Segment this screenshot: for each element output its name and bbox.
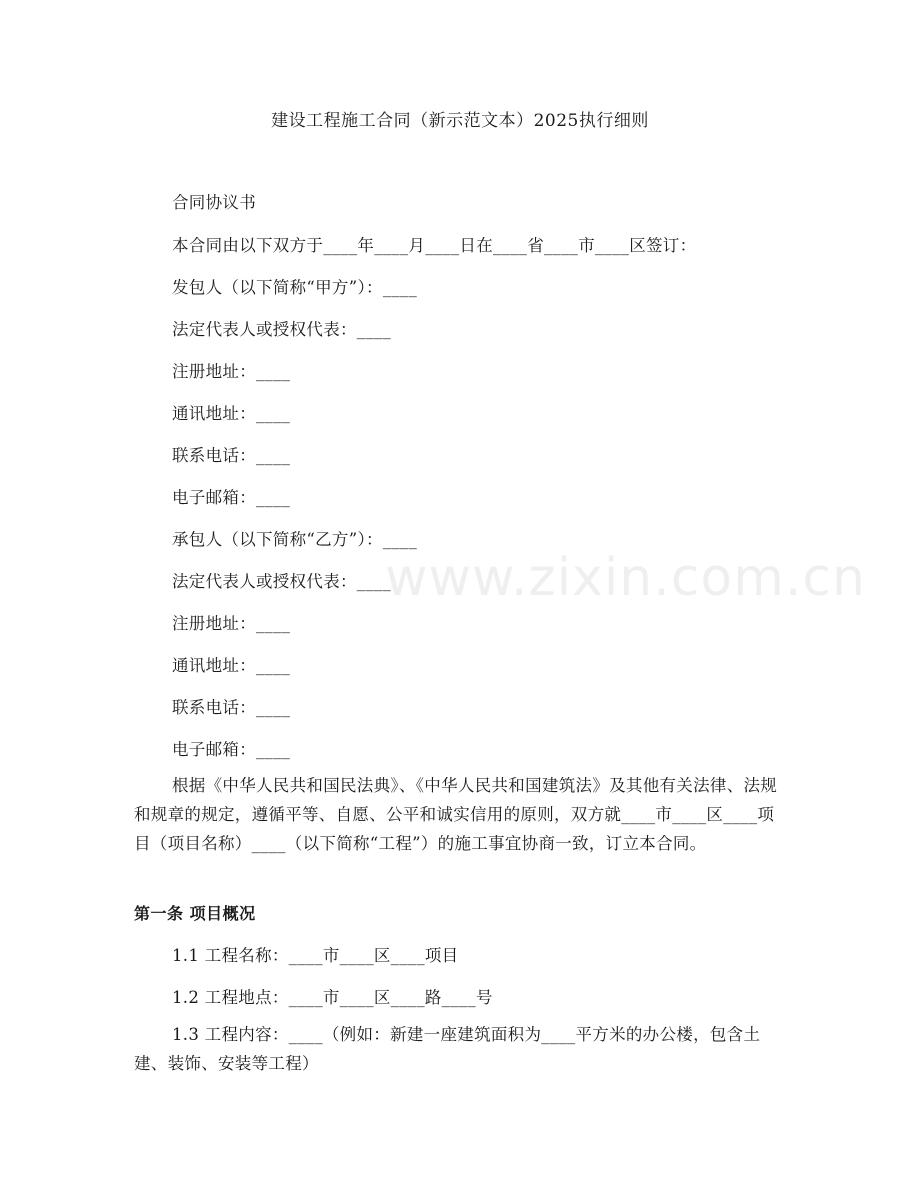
section-1-title: 第一条 项目概况 xyxy=(134,904,256,923)
basis-paragraph-text: 根据《中华人民共和国民法典》、《中华人民共和国建筑法》及其他有关法律、法规和规章的规定，遵循平等、自愿、公平和诚实信用的原则，双方就____市____区____项目（项目名称）____（以下简称“工程”）的施工事宜协商一致，订立本合同。 xyxy=(134,776,778,853)
party-a-name: 发包人（以下简称“甲方”）：____ xyxy=(172,278,418,297)
item-1-2: 1.2 工程地点：____市____区____路____号 xyxy=(172,988,493,1007)
party-b-mail-addr: 通讯地址：____ xyxy=(172,656,291,675)
party-b-reg-addr: 注册地址：____ xyxy=(172,614,291,633)
party-a-email: 电子邮箱：____ xyxy=(172,488,291,507)
party-a-phone: 联系电话：____ xyxy=(172,446,291,465)
party-a-rep: 法定代表人或授权代表：____ xyxy=(172,320,391,339)
party-a-reg-addr: 注册地址：____ xyxy=(172,362,291,381)
watermark: www.zixin.com.cn xyxy=(385,548,866,608)
signing-line: 本合同由以下双方于____年____月____日在____省____市____区签订： xyxy=(172,236,697,255)
document-title: 建设工程施工合同（新示范文本）2025执行细则 xyxy=(271,111,649,131)
party-b-name: 承包人（以下简称“乙方”）：____ xyxy=(172,530,418,549)
item-1-3 xyxy=(134,1020,789,1078)
party-a-mail-addr: 通讯地址：____ xyxy=(172,404,291,423)
item-1-1: 1.1 工程名称：____市____区____项目 xyxy=(172,946,459,965)
basis-paragraph xyxy=(134,771,789,858)
party-b-phone: 联系电话：____ xyxy=(172,698,291,717)
party-b-rep: 法定代表人或授权代表：____ xyxy=(172,572,391,591)
agreement-heading: 合同协议书 xyxy=(172,193,256,212)
party-b-email: 电子邮箱：____ xyxy=(172,740,291,759)
item-1-3-text: 1.3 工程内容：____（例如：新建一座建筑面积为____平方米的办公楼，包含土建、装饰、安装等工程） xyxy=(134,1025,761,1073)
